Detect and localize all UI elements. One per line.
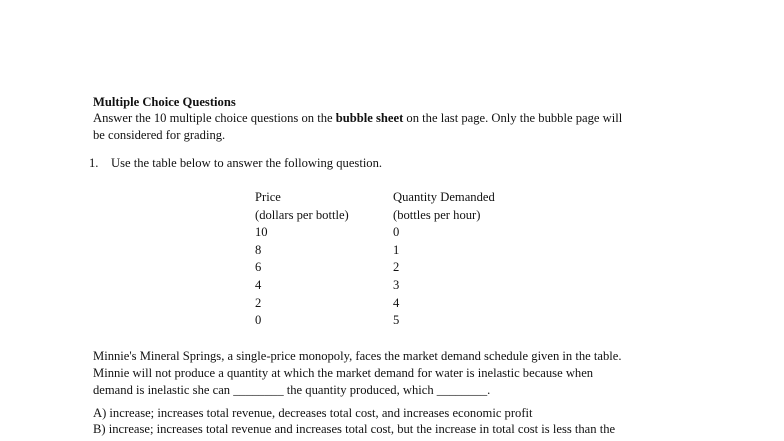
quantity-cell: 0	[393, 225, 400, 240]
quantity-column	[393, 189, 495, 330]
price-header: Price	[255, 190, 281, 204]
quantity-cell: 5	[393, 313, 400, 328]
answer-option-a: A) increase; increases total revenue, decreases total cost, and increases economic profit	[93, 406, 533, 420]
question-stem-line-3: demand is inelastic she can ________ the quantity produced, which ________.	[93, 383, 491, 397]
instructions-line-2: be considered for grading.	[93, 128, 226, 142]
price-header: (dollars per bottle)	[255, 207, 349, 222]
quantity-header: Quantity Demanded	[393, 190, 495, 204]
quantity-cell: 3	[393, 277, 400, 292]
price-cell: 2	[255, 295, 262, 310]
price-cell: 10	[255, 225, 268, 240]
section-heading: Multiple Choice Questions	[93, 95, 236, 109]
answer-option-b: B) increase; increases total revenue and increases total cost, but the increase in total cost is less than the	[93, 422, 616, 436]
question-stem-line-2: Minnie will not produce a quantity at which the market demand for water is inelastic because when	[93, 366, 594, 380]
price-cell: 8	[255, 242, 262, 257]
question-stem-line-1: Minnie's Mineral Springs, a single-price monopoly, faces the market demand schedule given in the table.	[93, 349, 622, 363]
instructions-bold-text: bubble sheet	[335, 111, 404, 125]
price-cell: 4	[255, 277, 262, 292]
question-prompt: Use the table below to answer the following question.	[111, 156, 383, 170]
quantity-cell: 4	[393, 295, 400, 310]
price-column	[255, 189, 349, 330]
instructions-text: Answer the 10 multiple choice questions on the	[93, 111, 336, 125]
quantity-cell: 2	[393, 260, 400, 275]
quantity-cell: 1	[393, 242, 400, 257]
price-cell: 6	[255, 260, 262, 275]
price-cell: 0	[255, 313, 262, 328]
question-number: 1.	[89, 156, 99, 170]
quantity-header: (bottles per hour)	[393, 207, 481, 222]
instructions-line-1	[93, 110, 622, 126]
instructions-text-continued: on the last page. Only the bubble page will	[403, 111, 623, 125]
